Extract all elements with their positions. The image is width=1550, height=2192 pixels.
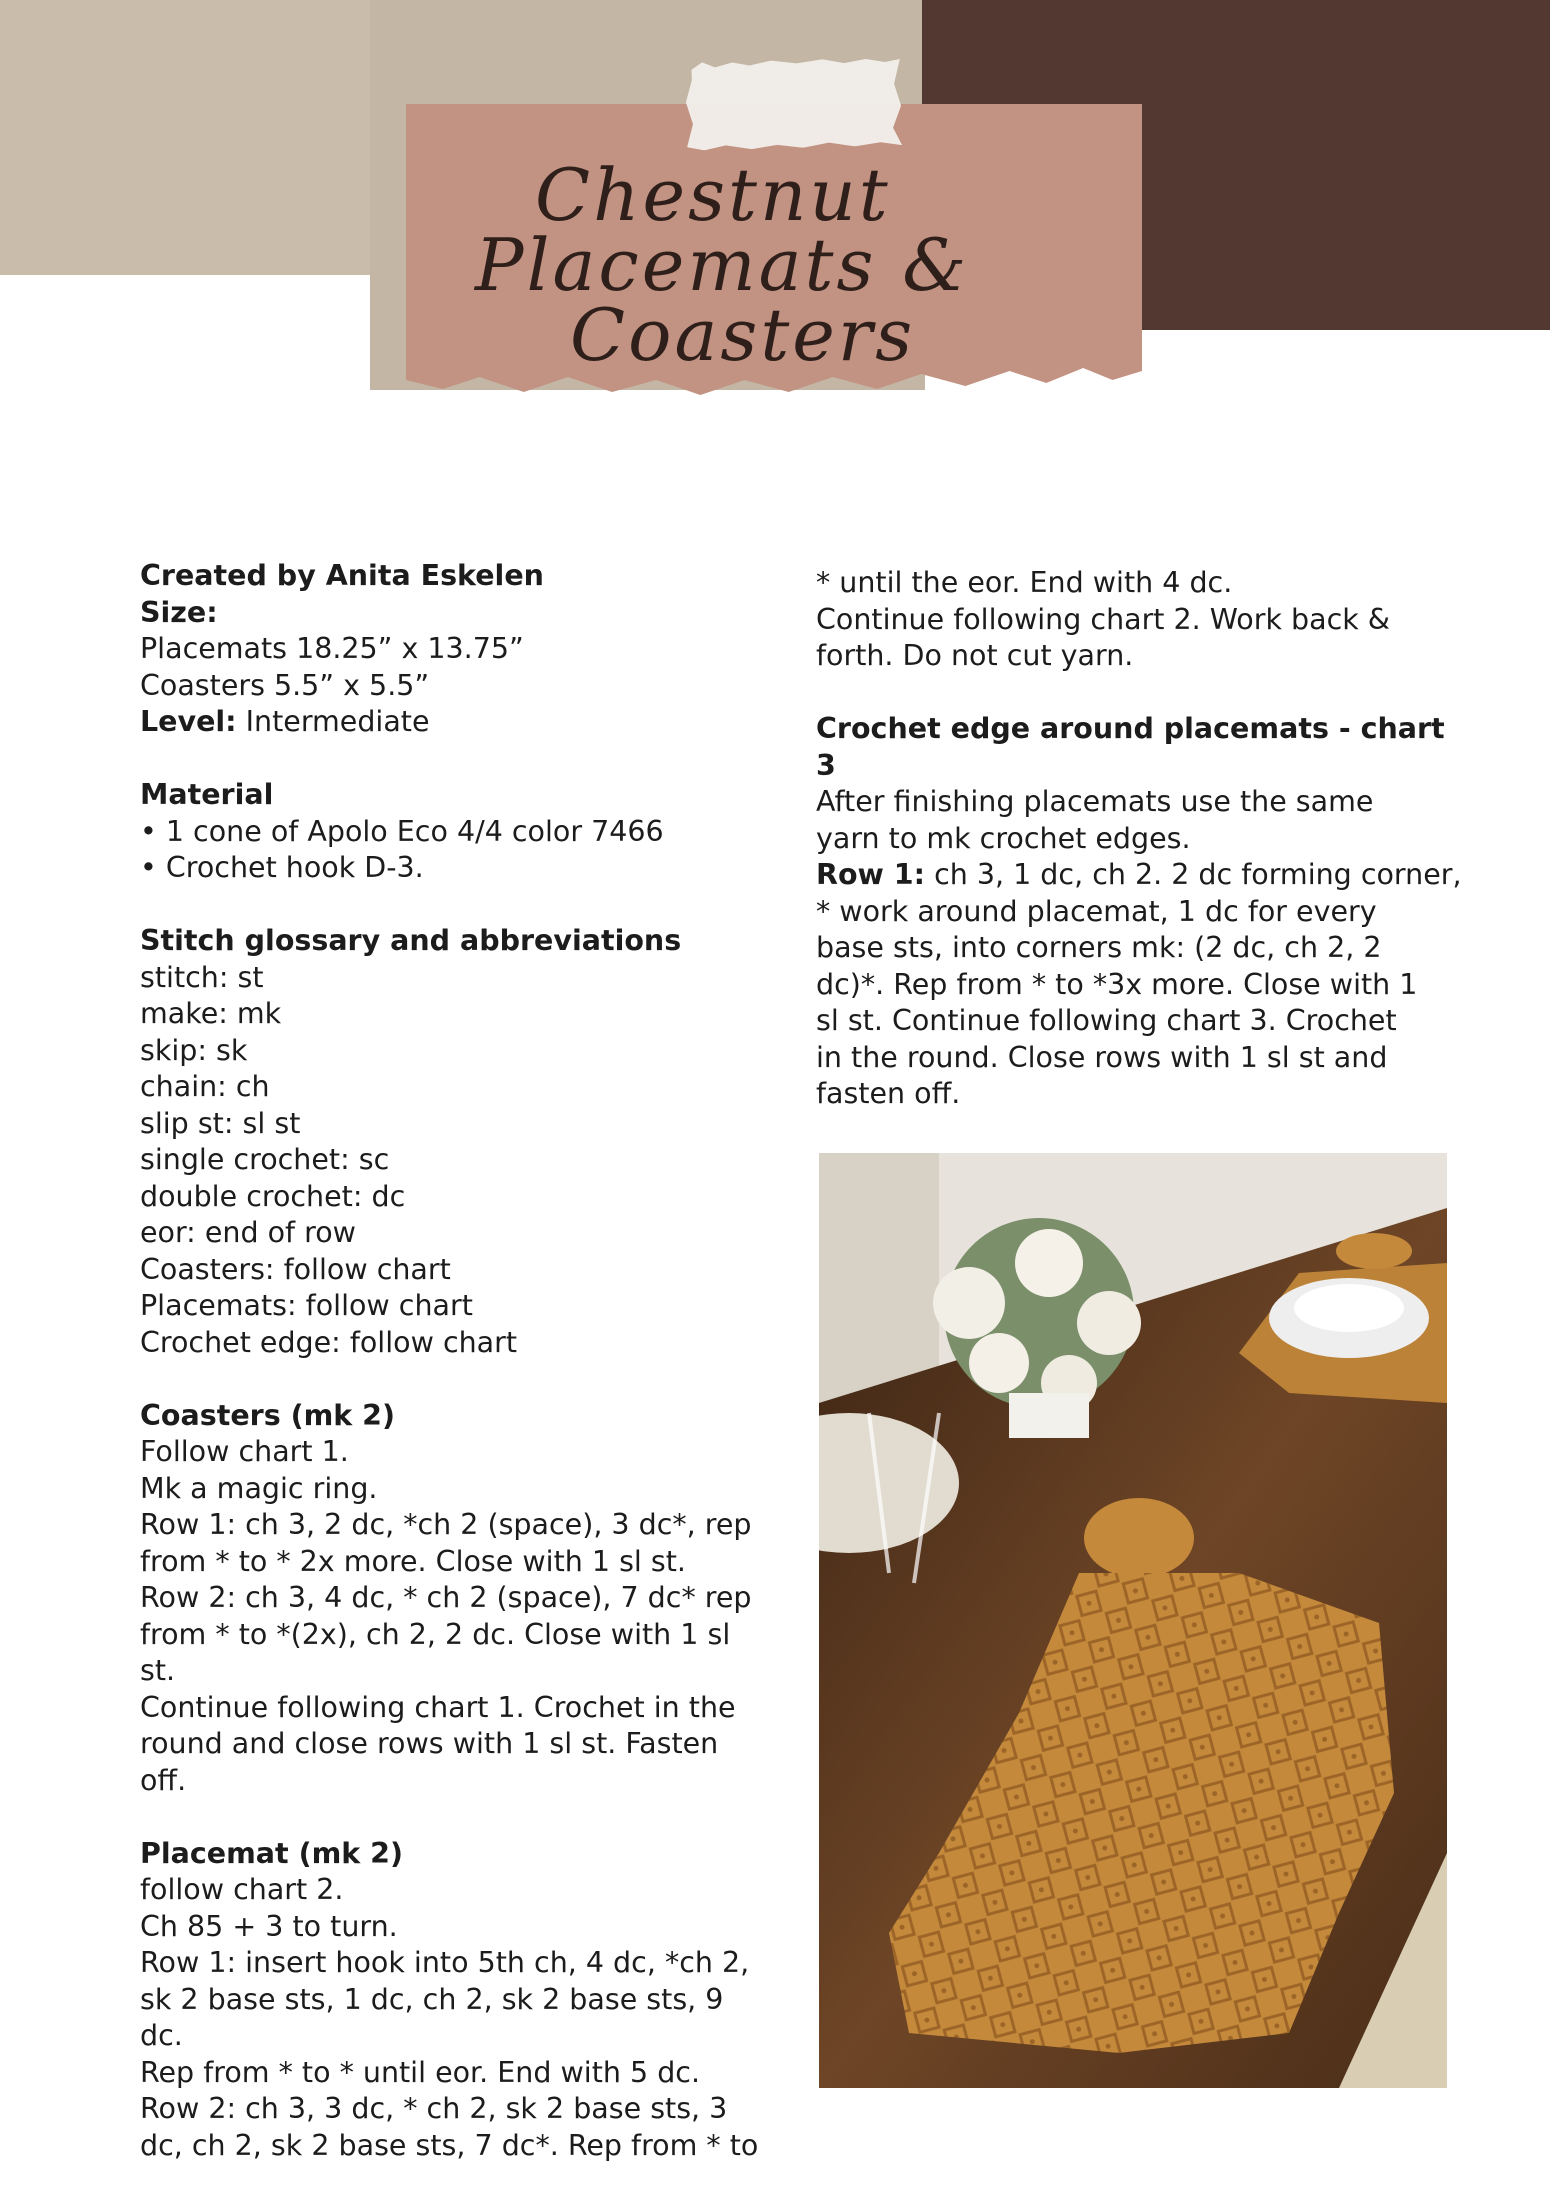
tape-decoration (685, 57, 902, 151)
background-beige-left (0, 0, 370, 275)
edge-line: * work around placemat, 1 dc for every (816, 894, 1377, 928)
title-line-3: Coasters (570, 293, 916, 377)
size-coasters: Coasters 5.5” x 5.5” (140, 668, 430, 702)
photo-back-coaster (1336, 1233, 1412, 1269)
edge-row1-text: ch 3, 1 dc, ch 2. 2 dc forming corner, (925, 858, 1462, 891)
coasters-line: Row 1: ch 3, 2 dc, *ch 2 (space), 3 dc*, rep (140, 1508, 752, 1541)
glossary-item: slip st: sl st (140, 1106, 301, 1140)
material-item: • 1 cone of Apolo Eco 4/4 color 7466 (140, 814, 664, 848)
photo-vase (1009, 1393, 1089, 1438)
edge-row1-line (816, 857, 1466, 894)
glossary-item: chain: ch (140, 1070, 270, 1103)
glossary-heading: Stitch glossary and abbreviations (140, 924, 682, 957)
edge-row1-label: Row 1: (816, 858, 926, 891)
product-photo (819, 1153, 1447, 2088)
edge-heading: Crochet edge around placemats - chart 3 (816, 712, 1445, 782)
photo-coaster (1084, 1498, 1194, 1578)
placemat-line: Row 1: insert hook into 5th ch, 4 dc, *ch 2, (140, 1946, 750, 1979)
placemat-line: follow chart 2. (140, 1873, 344, 1906)
placemat-continued-line: Continue following chart 2. Work back & (816, 602, 1391, 636)
photo-rose (969, 1333, 1029, 1393)
placemat-continued-line: forth. Do not cut yarn. (816, 639, 1134, 672)
size-label: Size: (140, 595, 218, 629)
glossary-item: Coasters: follow chart (140, 1252, 451, 1286)
coasters-line: round and close rows with 1 sl st. Fasten (140, 1727, 719, 1760)
edge-line: fasten off. (816, 1077, 961, 1110)
material-heading: Material (140, 778, 274, 811)
photo-illustration (819, 1153, 1447, 2088)
glossary-item: make: mk (140, 997, 282, 1030)
coasters-line: Mk a magic ring. (140, 1471, 378, 1505)
coasters-line: Follow chart 1. (140, 1435, 349, 1468)
coasters-line: Continue following chart 1. Crochet in the (140, 1690, 736, 1724)
edge-line: base sts, into corners mk: (2 dc, ch 2, 2 (816, 931, 1382, 964)
photo-rose (933, 1267, 1005, 1339)
coasters-heading: Coasters (mk 2) (140, 1398, 396, 1432)
coasters-line: Row 2: ch 3, 4 dc, * ch 2 (space), 7 dc* rep (140, 1581, 752, 1614)
placemat-line: Row 2: ch 3, 3 dc, * ch 2, sk 2 base sts, 3 (140, 2092, 728, 2125)
glossary-item: double crochet: dc (140, 1179, 406, 1213)
edge-line: After finishing placemats use the same (816, 785, 1374, 818)
glossary-item: skip: sk (140, 1033, 248, 1067)
placemat-line: Rep from * to * until eor. End with 5 dc. (140, 2055, 701, 2089)
level-line (140, 704, 770, 741)
edge-line: in the round. Close rows with 1 sl st and (816, 1040, 1388, 1074)
glossary-item: Crochet edge: follow chart (140, 1325, 518, 1359)
edge-line: dc)*. Rep from * to *3x more. Close with 1 (816, 967, 1418, 1001)
level-label: Level: (140, 705, 237, 738)
material-item: • Crochet hook D-3. (140, 851, 424, 884)
edge-line: sl st. Continue following chart 3. Crochet (816, 1004, 1397, 1037)
glossary-item: Placemats: follow chart (140, 1289, 473, 1322)
edge-line: yarn to mk crochet edges. (816, 821, 1191, 855)
placemat-line: dc, ch 2, sk 2 base sts, 7 dc*. Rep from * to (140, 2128, 759, 2162)
size-placemats: Placemats 18.25” x 13.75” (140, 632, 524, 665)
coasters-line: off. (140, 1763, 187, 1797)
level-value: Intermediate (236, 705, 430, 738)
left-column (140, 558, 770, 2164)
placemat-line: Ch 85 + 3 to turn. (140, 1909, 398, 1943)
coasters-line: from * to * 2x more. Close with 1 sl st. (140, 1544, 686, 1578)
page-title (430, 153, 1130, 377)
placemat-heading: Placemat (mk 2) (140, 1836, 404, 1870)
placemat-line: sk 2 base sts, 1 dc, ch 2, sk 2 base sts, 9 dc. (140, 1982, 724, 2052)
author-line: Created by Anita Eskelen (140, 559, 544, 592)
title-line-1: Chestnut (535, 153, 891, 237)
coasters-line: from * to *(2x), ch 2, 2 dc. Close with 1 sl st. (140, 1617, 731, 1687)
photo-rose (1015, 1229, 1083, 1297)
right-column (816, 565, 1466, 1113)
glossary-item: eor: end of row (140, 1216, 356, 1249)
photo-rose (1077, 1291, 1141, 1355)
placemat-continued-line: * until the eor. End with 4 dc. (816, 566, 1233, 599)
glossary-item: single crochet: sc (140, 1143, 390, 1176)
title-line-2: Placemats & (475, 223, 970, 307)
glossary-item: stitch: st (140, 960, 264, 994)
photo-napkin (1294, 1284, 1404, 1332)
